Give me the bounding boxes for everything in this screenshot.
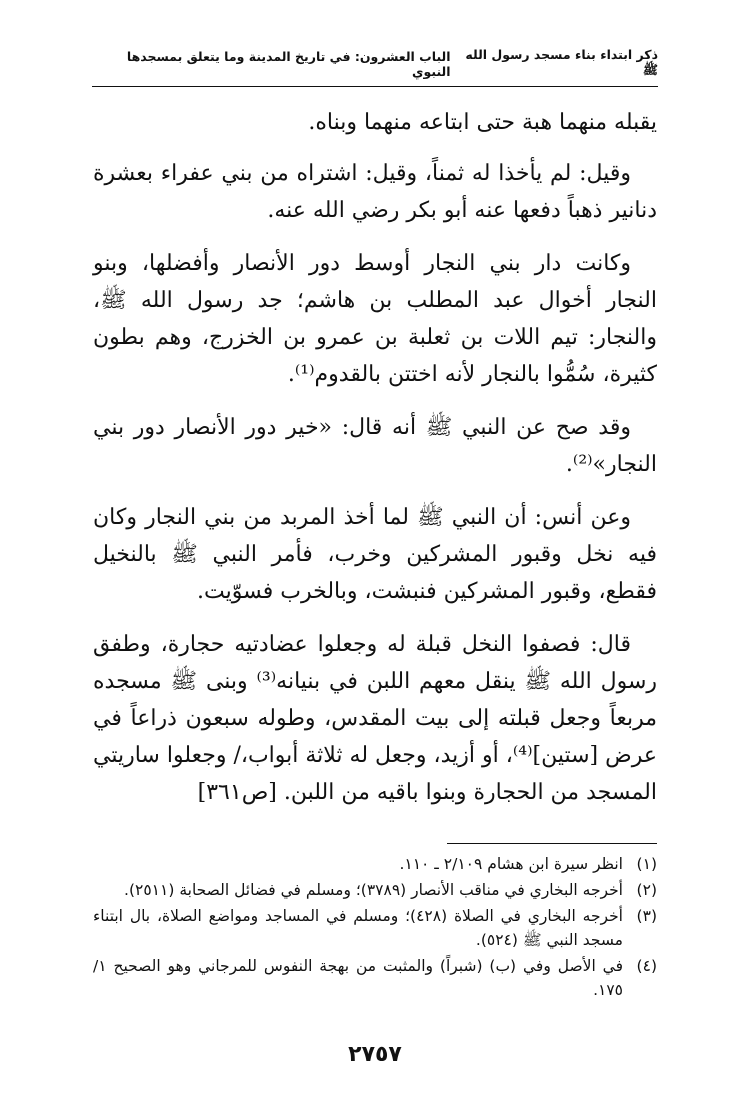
footnote-text: أخرجه البخاري في مناقب الأنصار (٣٧٨٩)؛ ومسلم في فضائل الصحابة (٢٥١١). bbox=[124, 881, 623, 899]
footnote-divider bbox=[447, 843, 657, 844]
footnote-text: في الأصل وفي (ب) (شبراً) والمثبت من بهجة النفوس للمرجاني وهو الصحيح ١/ ١٧٥. bbox=[93, 957, 623, 999]
paragraph: وقيل: لم يأخذا له ثمناً، وقيل: اشتراه من بني عفراء بعشرة دنانير ذهباً دفعها عنه أبو بكر رضي الله عنه. bbox=[93, 161, 657, 223]
paragraph: يقبله منهما هبة حتى ابتاعه منهما وبناه. bbox=[308, 110, 657, 135]
running-header bbox=[92, 47, 658, 79]
footnote-number: (٣) bbox=[636, 907, 657, 925]
footnote-number: (١) bbox=[636, 855, 657, 873]
footnote bbox=[93, 904, 657, 952]
paragraph-text: قال: فصفوا النخل قبلة له وجعلوا عضادتيه حجارة، وطفق رسول الله ﷺ ينقل معهم اللبن في بنيانه⁽³⁾ وبنى ﷺ مسجده مربعاً وجعل قبلته إلى بيت المقدس، وطوله سبعون ذراعاً في عرض [ستين]⁽⁴⁾، أو أزيد، وجعل له ثلاثة أبواب،/ وجعلوا ساريتي المسجد من الحجارة وبنوا باقيه من اللبن. bbox=[93, 632, 658, 805]
margin-page-reference: [ص٣٦١] bbox=[197, 780, 277, 805]
footnote bbox=[93, 954, 657, 1002]
header-chapter-section: ذكر ابتداء بناء مسجد رسول الله ﷺ bbox=[465, 47, 658, 77]
footnote-text: انظر سيرة ابن هشام ٢/١٠٩ ـ ١١٠. bbox=[399, 855, 623, 873]
main-text bbox=[93, 104, 657, 827]
footnote-text: أخرجه البخاري في الصلاة (٤٢٨)؛ ومسلم في المساجد ومواضع الصلاة، بال ابتناء مسجد النبي ﷺ (٥٢٤). bbox=[93, 907, 623, 949]
footnote bbox=[93, 852, 657, 876]
paragraph: وكانت دار بني النجار أوسط دور الأنصار وأفضلها، وبنو النجار أخوال عبد المطلب بن هاشم؛ جد رسول الله ﷺ، والنجار: تيم اللات بن ثعلبة بن عمرو بن الخزرج، وهم بطون كثيرة، سُمُّوا بالنجار لأنه اختتن بالقدوم⁽¹⁾. bbox=[93, 251, 657, 387]
paragraph: وقد صح عن النبي ﷺ أنه قال: «خير دور الأنصار دور بني النجار»⁽²⁾. bbox=[93, 415, 657, 477]
footnote-number: (٢) bbox=[636, 881, 657, 899]
header-divider bbox=[92, 86, 658, 87]
footnote bbox=[93, 878, 657, 902]
paragraph: وعن أنس: أن النبي ﷺ لما أخذ المربد من بني النجار وكان فيه نخل وقبور المشركين وخرب، فأمر النبي ﷺ بالنخيل فقطع، وقبور المشركين فنبشت، وبالخرب فسوّيت. bbox=[93, 505, 657, 604]
footnote-number: (٤) bbox=[636, 957, 657, 975]
footnotes bbox=[93, 852, 657, 1004]
header-chapter-title: الباب العشرون: في تاريخ المدينة وما يتعلق بمسجدها النبوي bbox=[126, 49, 451, 79]
paragraph-with-page-ref bbox=[93, 626, 657, 811]
page-number: ٢٧٥٧ bbox=[348, 1042, 402, 1067]
